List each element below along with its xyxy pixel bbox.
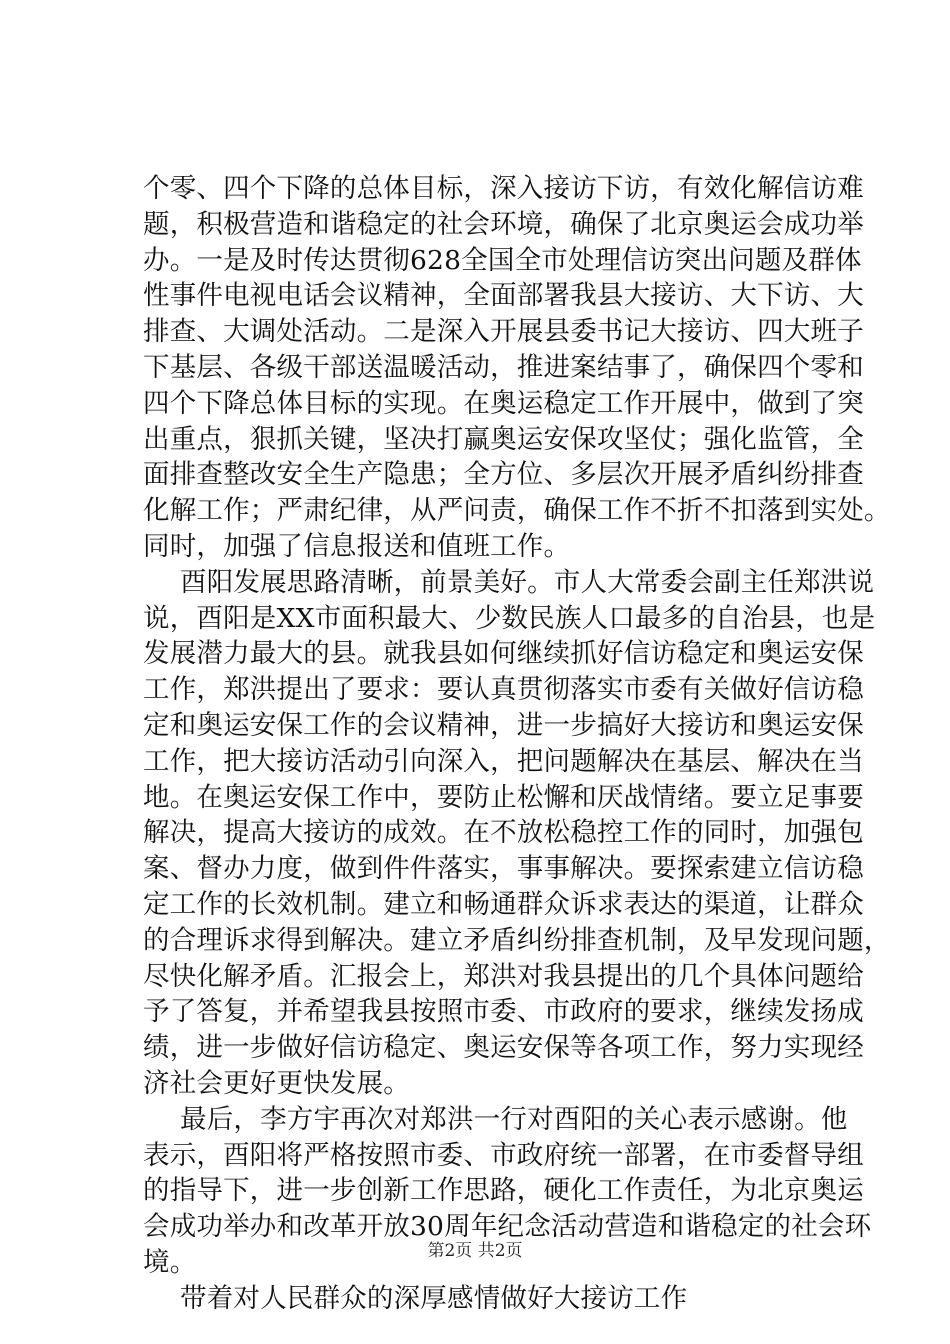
text-line: 四个下降总体目标的实现。在奥运稳定工作开展中，做到了突 [143, 387, 864, 419]
text-line: 定工作的长效机制。建立和畅通群众诉求表达的渠道，让群众 [143, 888, 864, 920]
text-line: 办。一是及时传达贯彻628全国全市处理信访突出问题及群体 [143, 244, 862, 276]
text-line: 工作，把大接访活动引向深入，把问题解决在基层、解决在当 [143, 745, 864, 777]
text-line: 出重点，狠抓关键，坚决打赢奥运安保攻坚仗；强化监管，全 [143, 423, 864, 455]
text-line: 说，酉阳是XX市面积最大、少数民族人口最多的自治县，也是 [143, 602, 876, 634]
text-line: 排查、大调处活动。二是深入开展县委书记大接访、四大班子 [143, 316, 864, 348]
text-line: 工作，郑洪提出了要求：要认真贯彻落实市委有关做好信访稳 [143, 674, 864, 706]
text-line: 境。 [143, 1246, 197, 1278]
text-line: 尽快化解矛盾。汇报会上，郑洪对我县提出的几个具体问题给 [143, 960, 864, 992]
text-line: 发展潜力最大的县。就我县如何继续抓好信访稳定和奥运安保 [143, 638, 864, 670]
text-line: 的指导下，进一步创新工作思路，硬化工作责任，为北京奥运 [143, 1175, 864, 1207]
page-footer: 第2页 共2页 [427, 1241, 523, 1261]
text-line: 绩，进一步做好信访稳定、奥运安保等各项工作，努力实现经 [143, 1032, 864, 1064]
text-line: 会成功举办和改革开放30周年纪念活动营造和谐稳定的社会环 [143, 1211, 872, 1243]
text-line: 定和奥运安保工作的会议精神，进一步搞好大接访和奥运安保 [143, 709, 864, 741]
text-line: 地。在奥运安保工作中，要防止松懈和厌战情绪。要立足事要 [143, 781, 864, 813]
text-line: 性事件电视电话会议精神，全面部署我县大接访、大下访、大 [143, 280, 864, 312]
text-line: 化解工作；严肃纪律，从严问责，确保工作不折不扣落到实处。 [143, 495, 891, 527]
section-heading: 带着对人民群众的深厚感情做好大接访工作 [180, 1282, 688, 1314]
text-line: 题，积极营造和谐稳定的社会环境，确保了北京奥运会成功举 [143, 208, 864, 240]
body-text [143, 171, 891, 1317]
paragraph-first-line: 酉阳发展思路清晰，前景美好。市人大常委会副主任郑洪说 [180, 566, 875, 598]
text-line: 济社会更好更快发展。 [143, 1067, 410, 1099]
text-line: 予了答复，并希望我县按照市委、市政府的要求，继续发扬成 [143, 996, 864, 1028]
text-line: 个零、四个下降的总体目标，深入接访下访，有效化解信访难 [143, 173, 864, 204]
paragraph-first-line: 最后，李方宇再次对郑洪一行对酉阳的关心表示感谢。他 [180, 1103, 848, 1135]
text-line: 解决，提高大接访的成效。在不放松稳控工作的同时，加强包 [143, 817, 864, 849]
text-line: 案、督办力度，做到件件落实，事事解决。要探索建立信访稳 [143, 853, 864, 885]
text-line: 下基层、各级干部送温暖活动，推进案结事了，确保四个零和 [143, 351, 864, 383]
text-line: 面排查整改安全生产隐患；全方位、多层次开展矛盾纠纷排查 [143, 459, 864, 491]
text-line: 同时，加强了信息报送和值班工作。 [143, 530, 571, 562]
text-line: 表示，酉阳将严格按照市委、市政府统一部署，在市委督导组 [143, 1139, 864, 1171]
text-line: 的合理诉求得到解决。建立矛盾纠纷排查机制，及早发现问题， [143, 924, 891, 956]
